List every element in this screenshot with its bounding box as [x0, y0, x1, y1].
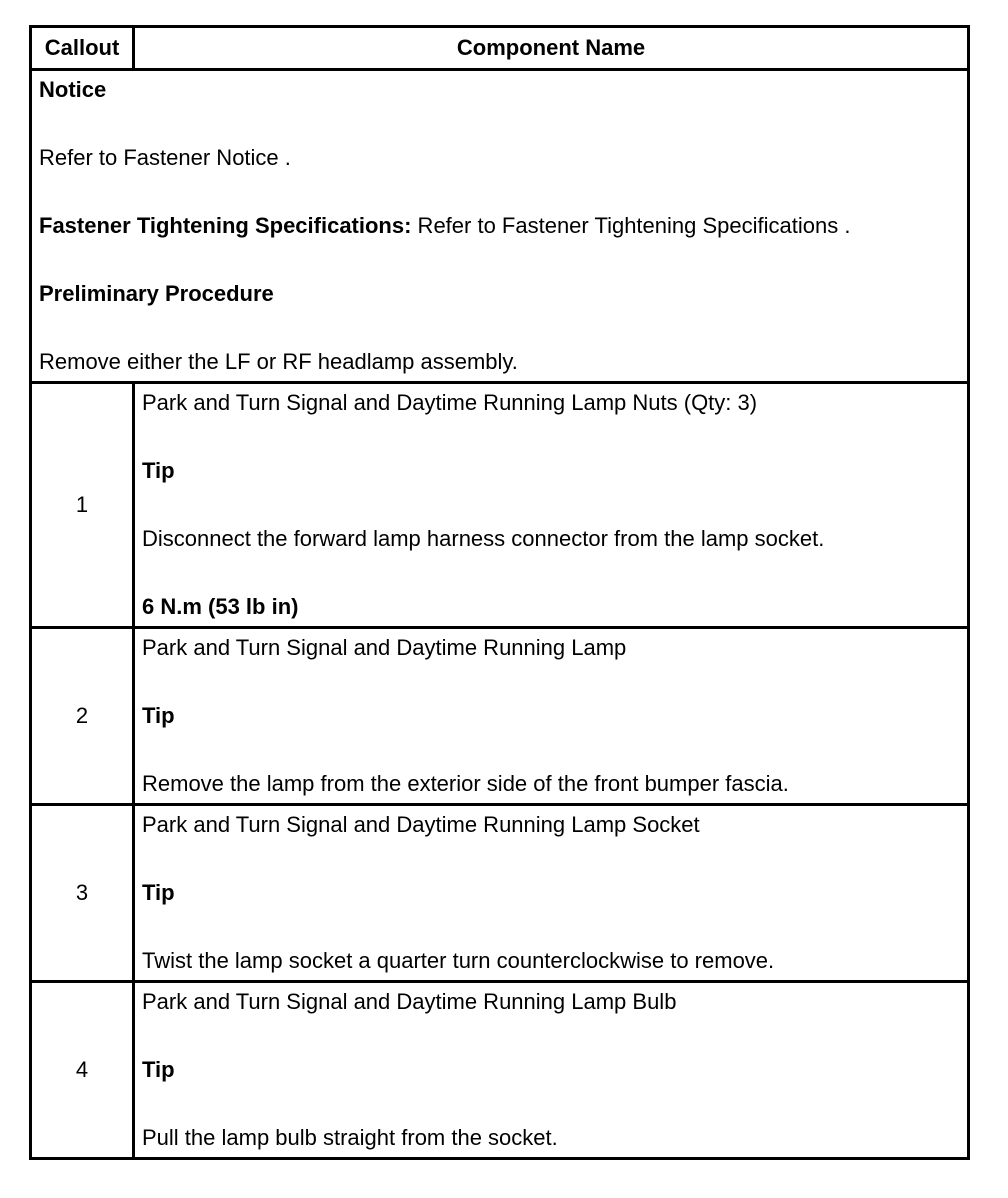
- component-name-column-header: Component Name: [134, 27, 969, 70]
- notice-heading: Notice: [39, 77, 107, 102]
- component-cell: [134, 982, 969, 1159]
- callout-number: 2: [31, 628, 134, 805]
- component-name: Park and Turn Signal and Daytime Running Lamp Socket: [142, 812, 700, 837]
- tip-text: Twist the lamp socket a quarter turn counterclockwise to remove.: [142, 948, 775, 973]
- table-header-row: [31, 27, 969, 70]
- fastener-spec-label: Fastener Tightening Specifications:: [39, 213, 412, 238]
- notice-refer-text: Refer to Fastener Notice .: [39, 145, 291, 170]
- notice-cell: [31, 70, 969, 383]
- component-cell: [134, 628, 969, 805]
- fastener-spec-line: [39, 213, 961, 239]
- tip-label: Tip: [142, 458, 175, 483]
- component-name: Park and Turn Signal and Daytime Running Lamp: [142, 635, 627, 660]
- torque-spec: 6 N.m (53 lb in): [142, 594, 299, 619]
- callout-column-header: Callout: [31, 27, 134, 70]
- tip-text: Disconnect the forward lamp harness connector from the lamp socket.: [142, 526, 825, 551]
- table-row: [31, 982, 969, 1159]
- callout-number: 3: [31, 805, 134, 982]
- callout-number: 1: [31, 383, 134, 628]
- preliminary-procedure-text: Remove either the LF or RF headlamp assembly.: [39, 349, 518, 374]
- component-table: [29, 25, 970, 1160]
- tip-text: Pull the lamp bulb straight from the socket.: [142, 1125, 558, 1150]
- component-cell: [134, 383, 969, 628]
- table-row: [31, 383, 969, 628]
- callout-number: 4: [31, 982, 134, 1159]
- table-row: [31, 628, 969, 805]
- component-name: Park and Turn Signal and Daytime Running Lamp Bulb: [142, 989, 677, 1014]
- fastener-spec-text: Refer to Fastener Tightening Specifications .: [411, 213, 851, 238]
- preliminary-procedure-heading: Preliminary Procedure: [39, 281, 274, 306]
- component-name: Park and Turn Signal and Daytime Running Lamp Nuts (Qty: 3): [142, 390, 758, 415]
- tip-label: Tip: [142, 880, 175, 905]
- tip-text: Remove the lamp from the exterior side of the front bumper fascia.: [142, 771, 789, 796]
- tip-label: Tip: [142, 703, 175, 728]
- tip-label: Tip: [142, 1057, 175, 1082]
- table-row: [31, 805, 969, 982]
- notice-row: [31, 70, 969, 383]
- component-cell: [134, 805, 969, 982]
